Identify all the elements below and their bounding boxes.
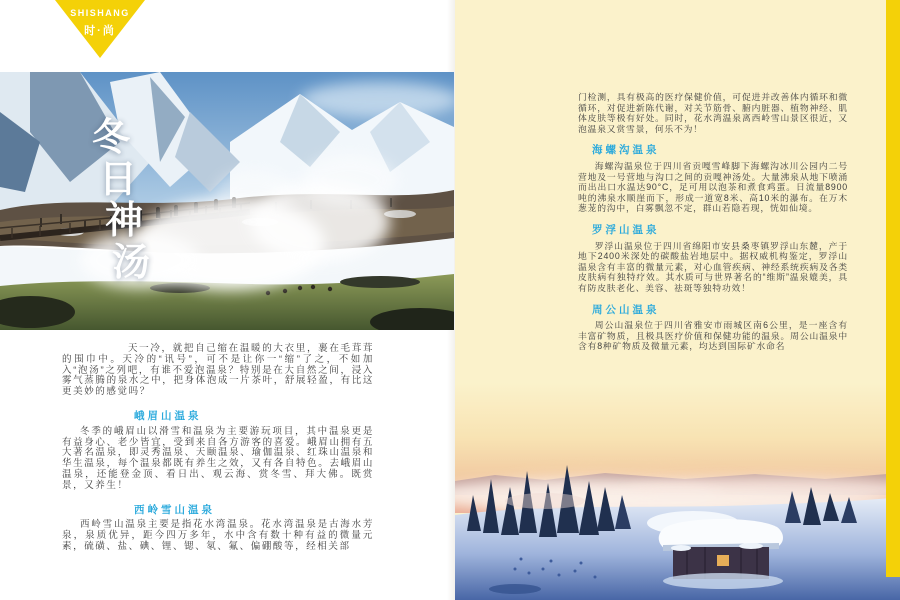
right-article-column [578,92,848,363]
section-body-zhougongshan: 周公山温泉位于四川省雅安市雨城区南6公里，是一座含有丰富矿物质，且极具医疗价值和保健功能的温泉。周公山温泉中含有8种矿物质及微量元素，均达到国际矿水命名 [578,320,848,352]
hot-spring-photo [0,72,454,330]
feature-title-char: 冬 [92,117,131,159]
brand-name-en: SHISHANG [70,8,130,18]
continuation-paragraph: 门检测，具有极高的医疗保健价值，可促进并改善体内循环和微循环，对促进新陈代谢，对关节筋骨、腑内脏器、植物神经、肌体皮肤等极有好处。同时，花水湾温泉离西岭雪山景区很近，又泡温泉又赏雪景，何乐不为！ [578,92,848,134]
feature-title-char: 汤 [112,242,151,284]
section-body-hailuogou: 海螺沟温泉位于四川省贡嘎雪峰脚下海螺沟冰川公园内二号营地及一号营地与沟口之间的贡嘎神汤处。大量沸泉从地下喷涌而出出口水温达90°C，足可用以泡茶和煮食鸡蛋。日流量8900吨的沸泉水顺崖而下，形成一道宽8米、高10米的瀑布。在万木葱茏的沟中，白雾飘忽不定，群山若隐若现，恍如仙境。 [578,160,848,214]
section-body-xiling: 西岭雪山温泉主要是指花水湾温泉。花水湾温泉是古海水芳泉，泉质优异，距今四万多年，水中含有数十种有益的微量元素，硫磺、盐、碘、锂、锶、氡、氟、偏硼酸等，经相关部 [62,519,374,552]
brand-name-cn: 时·尚 [84,25,116,37]
snow-cabin-photo [455,383,900,600]
section-heading-emeishan: 峨眉山温泉 [134,409,202,422]
section-heading-luofushan: 罗浮山温泉 [592,223,660,236]
section-heading-zhougongshan: 周公山温泉 [592,303,660,316]
section-body-emeishan: 冬季的峨眉山以滑雪和温泉为主要游玩项目，其中温泉更是有益身心、老少皆宜，受到来自各方游客的喜爱。峨眉山拥有五大著名温泉，即灵秀温泉、天颐温泉、瑜伽温泉、红珠山温泉和华生温泉，每个温泉都既有养生之效，又有各自特色。去峨眉山温泉，还能登金顶、看日出、观云海、赏冬雪、拜大佛。既赏景，又养生！ [62,425,374,491]
accent-strip [886,0,900,577]
section-body-luofushan: 罗浮山温泉位于四川省绵阳市安县桑枣镇罗浮山东麓，产于地下2400米深处的碳酸盐岩地层中。据权威机构鉴定，罗浮山温泉含有丰富的微量元素，对心血管疾病、神经系统疾病及各类皮肤病有独特疗效。其水质可与世界著名的“维斯”温泉媲美，具有防皮肤老化、美容、祛斑等独特功效！ [578,240,848,293]
feature-title-char: 神 [105,200,144,242]
feature-title-char: 日 [99,159,138,201]
intro-paragraph: 天一冷，就把自己缩在温暖的大衣里，裹在毛茸茸的围巾中。天冷的“讯号”，可不是让你一“缩”了之，不如加入“泡汤”之列吧，有谁不爱泡温泉？特别是在大自然之间，浸入雾气蒸腾的泉水之中，把身体泡成一片茶叶，舒展轻盈，有比这更美妙的感觉吗？ [62,343,374,398]
magazine-logo [55,0,145,58]
section-heading-hailuogou: 海螺沟温泉 [592,144,660,157]
section-heading-xiling: 西岭雪山温泉 [134,503,215,516]
left-article-column [62,344,374,553]
